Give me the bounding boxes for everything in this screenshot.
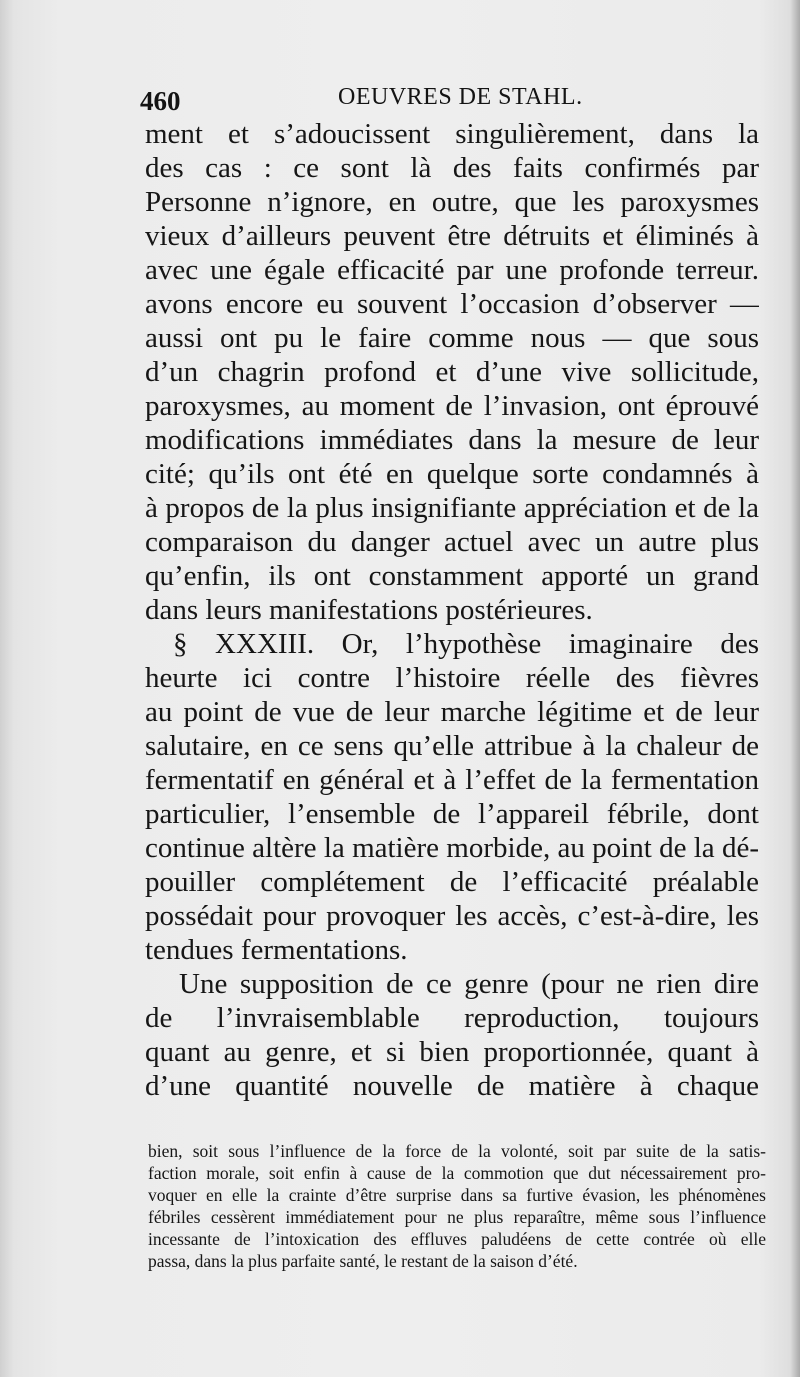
running-title: OEUVRES DE STAHL. <box>338 84 583 110</box>
text-line: modifications immédiates dans la mesure de leur <box>145 424 759 456</box>
footnote-line: bien, soit sous l’influence de la force de la volonté, soit par suite de la satis- <box>148 1141 766 1161</box>
text-line: avec une égale efficacité par une profonde terreur. <box>145 254 759 286</box>
text-line: vieux d’ailleurs peuvent être détruits et éliminés à <box>145 220 759 252</box>
footnote <box>148 1140 766 1272</box>
text-line: des cas : ce sont là des faits confirmés par <box>145 152 759 184</box>
page-number: 460 <box>140 86 181 116</box>
text-line: particulier, l’ensemble de l’appareil fébrile, dont <box>145 798 759 830</box>
running-head <box>140 80 610 120</box>
paragraph-first-line: Une supposition de ce genre (pour ne rien dire <box>179 968 759 1000</box>
text-line: pouiller complétement de l’efficacité préalable <box>145 866 759 898</box>
text-line: de l’invraisemblable reproduction, toujours <box>145 1002 759 1034</box>
text-line: au point de vue de leur marche légitime et de leur <box>145 696 759 728</box>
text-line: d’une quantité nouvelle de matière à chaque <box>145 1070 759 1102</box>
text-line: ment et s’adoucissent singulièrement, dans la <box>145 118 759 150</box>
footnote-line: incessante de l’intoxication des effluves paludéens de cette contrée où elle <box>148 1229 766 1249</box>
text-line: d’un chagrin profond et d’une vive sollicitude, <box>145 356 759 388</box>
text-line: salutaire, en ce sens qu’elle attribue à la chaleur de <box>145 730 759 762</box>
text-line: dans leurs manifestations postérieures. <box>145 594 593 626</box>
section-heading-line: § XXXIII. Or, l’hypothèse imaginaire des <box>173 628 759 660</box>
text-line: continue altère la matière morbide, au point de la dé- <box>145 832 759 864</box>
text-line: aussi ont pu le faire comme nous — que sous <box>145 322 759 354</box>
footnote-line: passa, dans la plus parfaite santé, le restant de la saison d’été. <box>148 1251 578 1271</box>
footnote-line: faction morale, soit enfin à cause de la commotion que dut nécessairement pro- <box>148 1163 766 1183</box>
text-line: quant au genre, et si bien proportionnée, quant à <box>145 1036 759 1068</box>
text-line: fermentatif en général et à l’effet de la fermentation <box>145 764 759 796</box>
footnote-line: voquer en elle la crainte d’être surprise dans sa furtive évasion, les phénomènes <box>148 1185 766 1205</box>
text-line: possédait pour provoquer les accès, c’est-à-dire, les <box>145 900 759 932</box>
text-line: cité; qu’ils ont été en quelque sorte condamnés à <box>145 458 759 490</box>
text-line: tendues fermentations. <box>145 934 408 966</box>
footnote-line: fébriles cessèrent immédiatement pour ne plus reparaître, même sous l’influence <box>148 1207 766 1227</box>
text-line: qu’enfin, ils ont constamment apporté un grand <box>145 560 759 592</box>
text-line: Personne n’ignore, en outre, que les paroxysmes <box>145 186 759 218</box>
text-line: comparaison du danger actuel avec un autre plus <box>145 526 759 558</box>
text-line: paroxysmes, au moment de l’invasion, ont éprouvé <box>145 390 759 422</box>
text-line: heurte ici contre l’histoire réelle des fièvres <box>145 662 759 694</box>
text-line: avons encore eu souvent l’occasion d’observer — <box>145 288 759 320</box>
text-line: à propos de la plus insignifiante appréciation et de la <box>145 492 759 524</box>
body-text <box>145 117 759 1103</box>
